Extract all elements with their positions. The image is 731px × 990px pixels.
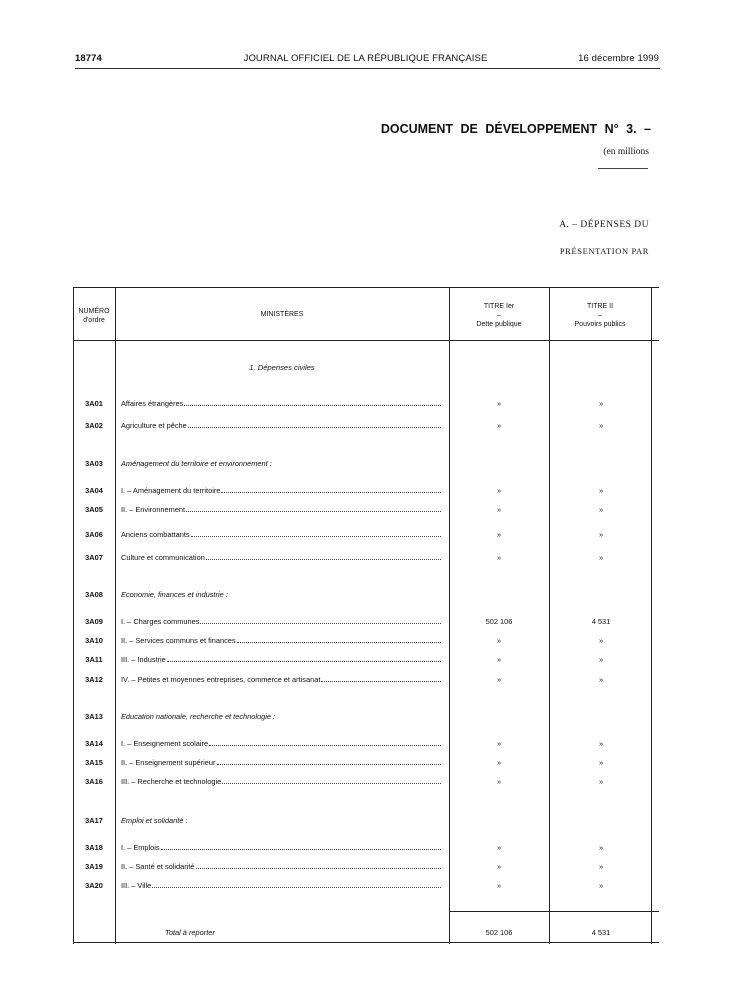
row-label bbox=[121, 655, 441, 664]
row-label-text: II. – Environnement bbox=[121, 505, 186, 514]
row-label bbox=[121, 421, 441, 430]
row-label bbox=[121, 553, 441, 562]
row-label bbox=[121, 843, 441, 852]
header-titre2-label: TITRE II bbox=[586, 303, 614, 310]
total-label-text: Total à reporter bbox=[165, 928, 215, 937]
table-row bbox=[73, 655, 659, 669]
row-code: 3A17 bbox=[85, 816, 103, 825]
row-label-text: III. – Ville bbox=[121, 881, 152, 890]
row-code: 3A12 bbox=[85, 675, 103, 684]
row-code: 3A06 bbox=[85, 530, 103, 539]
table-row bbox=[73, 530, 659, 544]
row-titre2-value: » bbox=[598, 505, 604, 514]
row-titre1-value: » bbox=[496, 505, 502, 514]
row-group-label bbox=[121, 590, 441, 599]
section-heading: A. – DÉPENSES DU bbox=[559, 220, 649, 230]
row-label bbox=[121, 777, 441, 786]
row-code: 3A18 bbox=[85, 843, 103, 852]
row-label bbox=[121, 399, 441, 408]
row-code: 3A07 bbox=[85, 553, 103, 562]
row-titre2-value: » bbox=[598, 675, 604, 684]
header-titre2-sub: Pouvoirs publics bbox=[574, 321, 626, 328]
row-titre2-value: » bbox=[598, 530, 604, 539]
table-row bbox=[73, 486, 659, 500]
page-number: 18774 bbox=[75, 53, 102, 64]
row-label-text: Education nationale, recherche et technologie : bbox=[121, 712, 276, 721]
table-row bbox=[73, 459, 659, 473]
dot-leader bbox=[186, 511, 441, 512]
row-titre1-value: » bbox=[496, 675, 502, 684]
row-code: 3A11 bbox=[85, 655, 103, 664]
table-row bbox=[73, 636, 659, 650]
table-row bbox=[73, 777, 659, 791]
row-titre2-value: » bbox=[598, 777, 604, 786]
table-row bbox=[73, 617, 659, 631]
dot-leader bbox=[188, 427, 441, 428]
row-label bbox=[121, 530, 441, 539]
row-titre1-value: » bbox=[496, 862, 502, 871]
row-titre1-value: » bbox=[496, 777, 502, 786]
publication-date: 16 décembre 1999 bbox=[578, 53, 659, 64]
row-titre1-value: » bbox=[496, 530, 502, 539]
header-titre2-dash: – bbox=[598, 312, 602, 319]
row-label-text: I. – Emplois bbox=[121, 843, 160, 852]
table-row bbox=[73, 399, 659, 413]
dot-leader bbox=[200, 623, 441, 624]
row-titre2-value: » bbox=[598, 758, 604, 767]
header-titre2 bbox=[549, 302, 651, 329]
row-label-text: IV. – Petites et moyennes entreprises, commerce et artisanat bbox=[121, 675, 321, 684]
dot-leader bbox=[161, 849, 441, 850]
row-code: 3A05 bbox=[85, 505, 103, 514]
total-row bbox=[73, 928, 659, 942]
row-titre2-value: 4 531 bbox=[591, 617, 611, 626]
row-label-text: II. – Santé et solidarité bbox=[121, 862, 195, 871]
row-label bbox=[121, 486, 441, 495]
dot-leader bbox=[221, 492, 441, 493]
dot-leader bbox=[184, 405, 441, 406]
table-row bbox=[73, 675, 659, 689]
row-code: 3A08 bbox=[85, 590, 103, 599]
total-titre1-value: 502 106 bbox=[485, 928, 513, 937]
row-label-text: Anciens combattants bbox=[121, 530, 190, 539]
row-label bbox=[121, 505, 441, 514]
row-code: 3A04 bbox=[85, 486, 103, 495]
row-titre2-value: » bbox=[598, 655, 604, 664]
row-label-text: Economie, finances et industrie : bbox=[121, 590, 228, 599]
dot-leader bbox=[191, 536, 441, 537]
row-titre1-value: » bbox=[496, 843, 502, 852]
unit-divider bbox=[598, 168, 648, 169]
dot-leader bbox=[196, 868, 441, 869]
row-label-text: II. – Services communs et finances bbox=[121, 636, 236, 645]
row-label-text: I. – Charges communes bbox=[121, 617, 200, 626]
table-row bbox=[73, 553, 659, 567]
dot-leader bbox=[321, 681, 441, 682]
dot-leader bbox=[217, 764, 442, 765]
dot-leader bbox=[152, 887, 441, 888]
header-ordre-label: d'ordre bbox=[83, 317, 105, 324]
row-group-label bbox=[121, 712, 441, 721]
row-titre2-value: » bbox=[598, 553, 604, 562]
row-titre1-value: » bbox=[496, 739, 502, 748]
row-titre1-value: » bbox=[496, 636, 502, 645]
row-label-text: Culture et communication bbox=[121, 553, 205, 562]
row-label-text: Agriculture et pêche bbox=[121, 421, 187, 430]
row-label bbox=[121, 617, 441, 626]
row-label-text: III. – Recherche et technologie bbox=[121, 777, 222, 786]
total-titre2-value: 4 531 bbox=[591, 928, 611, 937]
table-row bbox=[73, 758, 659, 772]
total-label bbox=[121, 928, 441, 937]
table-row bbox=[73, 712, 659, 726]
row-label bbox=[121, 862, 441, 871]
row-label bbox=[121, 636, 441, 645]
row-group-label bbox=[121, 816, 441, 825]
row-code: 3A14 bbox=[85, 739, 103, 748]
row-titre1-value: » bbox=[496, 655, 502, 664]
row-titre1-value: 502 106 bbox=[485, 617, 513, 626]
total-rule bbox=[449, 911, 659, 912]
row-code: 3A19 bbox=[85, 862, 103, 871]
table-row bbox=[73, 590, 659, 604]
row-label bbox=[121, 758, 441, 767]
row-code: 3A01 bbox=[85, 399, 103, 408]
row-titre2-value: » bbox=[598, 399, 604, 408]
header-titre1-label: TITRE Ier bbox=[483, 303, 515, 310]
journal-title: JOURNAL OFFICIEL DE LA RÉPUBLIQUE FRANÇAISE bbox=[243, 53, 488, 64]
row-code: 3A13 bbox=[85, 712, 103, 721]
row-titre1-value: » bbox=[496, 421, 502, 430]
table-row bbox=[73, 505, 659, 519]
table-row bbox=[73, 862, 659, 876]
row-label bbox=[121, 739, 441, 748]
dot-leader bbox=[237, 642, 441, 643]
row-titre2-value: » bbox=[598, 881, 604, 890]
row-code: 3A15 bbox=[85, 758, 103, 767]
table-row bbox=[73, 816, 659, 830]
table-row bbox=[73, 881, 659, 895]
row-titre1-value: » bbox=[496, 553, 502, 562]
table-row bbox=[73, 421, 659, 435]
table-header-rule bbox=[73, 340, 659, 341]
section-label: 1. Dépenses civiles bbox=[249, 363, 315, 372]
expenditure-table bbox=[73, 287, 659, 944]
dot-leader bbox=[222, 783, 441, 784]
row-titre1-value: » bbox=[496, 881, 502, 890]
row-group-label bbox=[121, 459, 441, 468]
header-titre1-dash: – bbox=[497, 312, 501, 319]
row-code: 3A16 bbox=[85, 777, 103, 786]
row-label-text: Affaires étrangères bbox=[121, 399, 184, 408]
header-titre1 bbox=[449, 302, 549, 329]
row-label-text: Aménagement du territoire et environnement : bbox=[121, 459, 272, 468]
row-titre1-value: » bbox=[496, 758, 502, 767]
unit-note: (en millions bbox=[603, 147, 649, 157]
row-titre2-value: » bbox=[598, 486, 604, 495]
row-code: 3A10 bbox=[85, 636, 103, 645]
row-label-text: I. – Enseignement scolaire bbox=[121, 739, 209, 748]
table-row bbox=[73, 739, 659, 753]
row-label-text: Emploi et solidarité : bbox=[121, 816, 188, 825]
row-titre2-value: » bbox=[598, 636, 604, 645]
table-bottom-rule bbox=[73, 942, 659, 943]
row-label-text: I. – Aménagement du territoire bbox=[121, 486, 221, 495]
row-titre1-value: » bbox=[496, 486, 502, 495]
header-titre1-sub: Dette publique bbox=[476, 321, 522, 328]
row-titre2-value: » bbox=[598, 862, 604, 871]
document-title: DOCUMENT DE DÉVELOPPEMENT N° 3. – bbox=[380, 122, 651, 136]
row-code: 3A20 bbox=[85, 881, 103, 890]
header-ministeres: MINISTÈRES bbox=[260, 311, 304, 318]
row-label-text: III. – Industrie bbox=[121, 655, 166, 664]
row-label bbox=[121, 675, 441, 684]
dot-leader bbox=[206, 559, 441, 560]
row-titre2-value: » bbox=[598, 739, 604, 748]
row-titre2-value: » bbox=[598, 843, 604, 852]
header-numero-label: NUMÉRO bbox=[78, 308, 110, 315]
presentation-heading: PRÉSENTATION PAR bbox=[559, 246, 649, 256]
row-code: 3A02 bbox=[85, 421, 103, 430]
dot-leader bbox=[167, 661, 441, 662]
row-code: 3A03 bbox=[85, 459, 103, 468]
table-top-rule bbox=[73, 287, 659, 288]
table-row bbox=[73, 843, 659, 857]
row-titre1-value: » bbox=[496, 399, 502, 408]
dot-leader bbox=[209, 745, 441, 746]
row-label-text: II. – Enseignement supérieur bbox=[121, 758, 216, 767]
row-code: 3A09 bbox=[85, 617, 103, 626]
row-titre2-value: » bbox=[598, 421, 604, 430]
header-divider bbox=[75, 68, 660, 69]
header-numero bbox=[73, 307, 115, 325]
row-label bbox=[121, 881, 441, 890]
